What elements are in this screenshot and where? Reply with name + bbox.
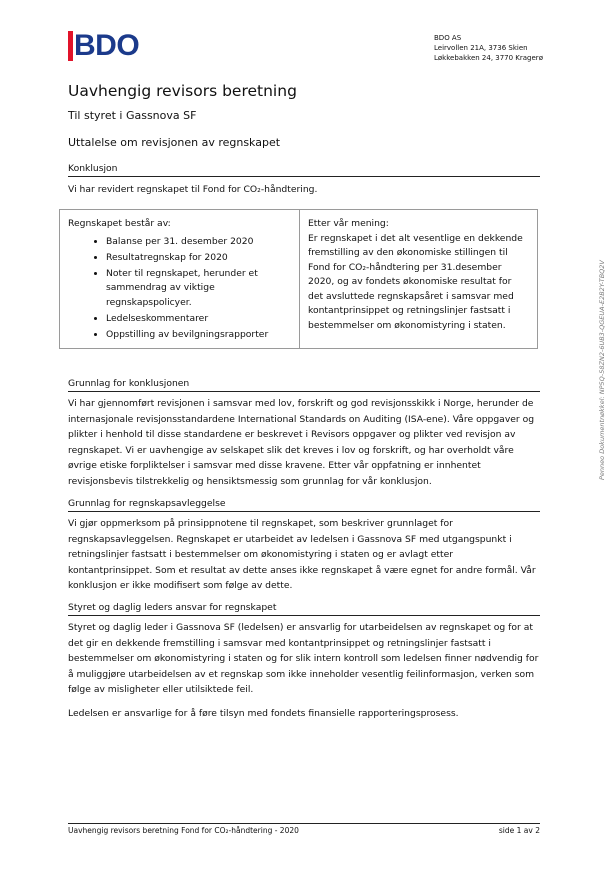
logo-text: BDO — [74, 29, 140, 62]
list-item: • Resultatregnskap for 2020 — [106, 251, 291, 266]
list-item: • Balanse per 31. desember 2020 — [106, 235, 291, 250]
company-address — [434, 33, 543, 63]
page-number: side 1 av 2 — [498, 826, 540, 835]
logo-bar — [68, 31, 73, 61]
statement-list — [68, 235, 291, 343]
styret-text-2: Ledelsen er ansvarlige for å føre tilsyn med fondets finansielle rapporteringsprosess. — [68, 708, 459, 719]
box-right-text: Er regnskapet i det alt vesentlige en dekkende fremstilling av den økonomiske stillingen til Fond for CO₂-håndtering per 31.desember 2020, og av fondets økonomiske resultat for det avsluttede regnskapsåret i samsvar med kontantprinsippet og retningslinjer fastsatt i bestemmelser om økonomistyring i staten. — [308, 232, 523, 331]
styret-heading: Styret og daglig leders ansvar for regnskapet — [68, 602, 540, 616]
address-line-3: Løkkebakken 24, 3770 Kragerø — [434, 54, 543, 62]
box-left-column — [60, 210, 300, 348]
box-right-column — [300, 210, 537, 348]
list-item: • Noter til regnskapet, herunder et sammendrag av viktige regnskapspolicyer. — [106, 267, 291, 311]
box-right-heading: Etter vår mening: — [308, 218, 389, 229]
grunnlag-heading: Grunnlag for konklusjonen — [68, 378, 540, 392]
list-item: • Ledelseskommentarer — [106, 312, 291, 327]
page-title: Uavhengig revisors beretning — [68, 82, 297, 100]
regnskapsavleggelse-text: Vi gjør oppmerksom på prinsippnotene til regnskapet, som beskriver grunnlaget for regnskapsavleggelsen. Regnskapet er utarbeidet av ledelsen i Gassnova SF med utgangspunkt i retningslinjer fastsatt i bestemmelser om økonomistyring i staten og er avlagt etter kontantprinsippet. Som et resultat av dette anses ikke regnskapet å være egnet for andre formål. Vår konklusjon er ikke modifisert som følge av dette. — [68, 518, 536, 591]
box-left-heading: Regnskapet består av: — [68, 218, 171, 229]
grunnlag-text: Vi har gjennomført revisjonen i samsvar med lov, forskrift og god revisjonsskikk i Norge, herunder de internasjonale revisjonsstandardene International Standards on Auditing (ISA-ene). Våre oppgaver og plikter i henhold til disse standardene er beskrevet i Revisors oppgaver og plikter ved revisjon av regnskapet. Vi er uavhengige av selskapet slik det kreves i lov og forskrift, og har overholdt våre øvrige etiske forpliktelser i samsvar med disse kravene. Etter vår oppfatning er innhentet revisjonsbevis tilstrekkelig og hensiktsmessig som grunnlag for vår konklusjon. — [68, 398, 535, 487]
conclusion-box — [59, 209, 538, 349]
page-footer — [68, 823, 540, 835]
styret-text: Styret og daglig leder i Gassnova SF (ledelsen) er ansvarlig for utarbeidelsen av regnskapet og for at det gir en dekkende fremstilling i samsvar med kontantprinsippet og retningslinjer fastsatt i bestemmelser om økonomistyring i staten og for slik intern kontroll som ledelsen finner nødvendig for å muliggjøre utarbeidelsen av et regnskap som ikke inneholder vesentlig feilinformasjon, verken som følge av misligheter eller utilsiktede feil. — [68, 622, 539, 695]
page-subtitle: Til styret i Gassnova SF — [68, 109, 197, 122]
section-main-heading: Uttalelse om revisjonen av regnskapet — [68, 136, 281, 149]
konklusjon-heading: Konklusjon — [68, 163, 540, 177]
regnskapsavleggelse-heading: Grunnlag for regnskapsavleggelse — [68, 498, 540, 512]
address-line-2: Leirvollen 21A, 3736 Skien — [434, 44, 528, 52]
penneo-document-key: Penneo Dokumentnøkkel: NP5Q-58ZN2-6UB3-QGEUA-E2B2Y-TBQ2V — [598, 260, 606, 480]
konklusjon-text: Vi har revidert regnskapet til Fond for CO₂-håndtering. — [68, 184, 318, 195]
footer-title: Uavhengig revisors beretning Fond for CO₂-håndtering - 2020 — [68, 826, 299, 835]
address-line-1: BDO AS — [434, 34, 462, 42]
list-item: • Oppstilling av bevilgningsrapporter — [106, 328, 291, 343]
bdo-logo — [68, 31, 139, 61]
